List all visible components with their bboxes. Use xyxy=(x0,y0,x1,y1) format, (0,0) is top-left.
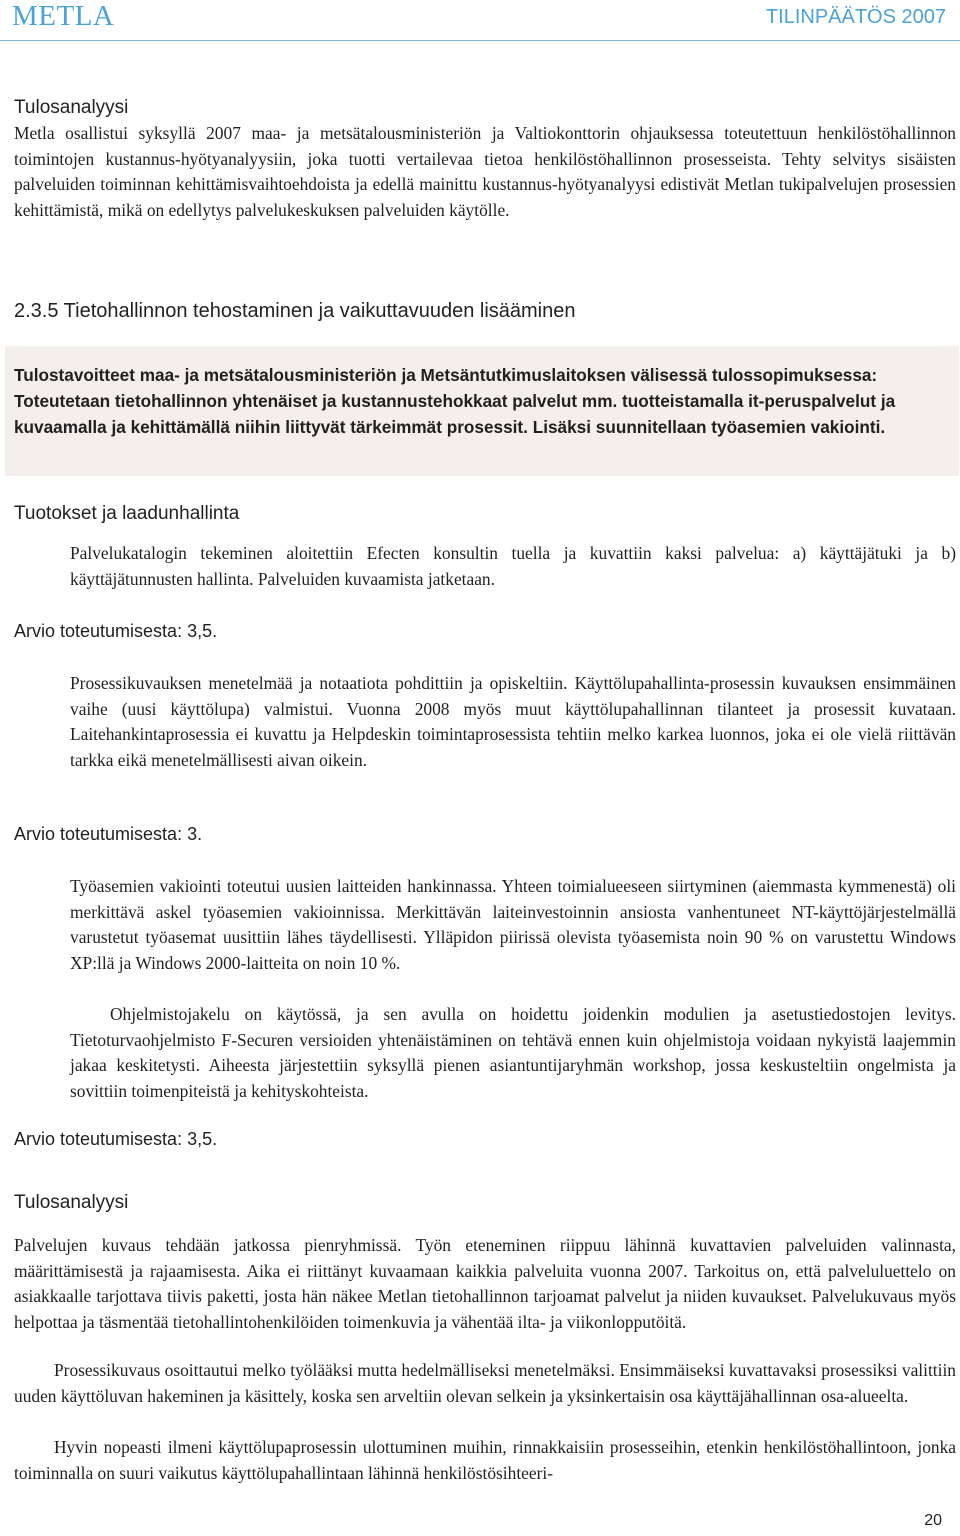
report-title: TILINPÄÄTÖS 2007 xyxy=(765,6,946,28)
heading-tulosanalyysi-1: Tulosanalyysi xyxy=(14,97,129,118)
paragraph-prosessikuvaus-tyolaas: Prosessikuvaus osoittautui melko työlääksi mutta hedelmälliseksi menetelmäksi. Ensimmäiseksi kuvattavaksi prosessiksi valittiin uuden käyttöluvan hakeminen ja käsittely, koska sen arveltiin olevan selkein ja yksinkertaisin osa käyttäjähallinnan osa-alueelta. xyxy=(14,1360,956,1406)
section-heading-2-3-5: 2.3.5 Tietohallinnon tehostaminen ja vaikuttavuuden lisääminen xyxy=(14,300,576,322)
paragraph-palvelukatalogi: Palvelukatalogin tekeminen aloitettiin Efecten konsultin tuella ja kuvattiin kaksi palvelua: a) käyttäjätuki ja b) käyttäjätunnusten hallinta. Palveluiden kuvaamista jatketaan. xyxy=(70,543,956,589)
objectives-text: Tulostavoitteet maa- ja metsätalousministeriön ja Metsäntutkimuslaitoksen välisessä tulossopimuksessa: Toteutetaan tietohallinnon yhtenäiset ja kustannustehokkaat palvelut mm. tuotteistamalla it-peruspalvelut ja kuvaamalla ja kehittämällä niihin liittyvät tärkeimmät prosessit. Lisäksi suunnitellaan työasemien vakiointi. xyxy=(14,365,896,437)
paragraph-prosessikuvaus: Prosessikuvauksen menetelmää ja notaatiota pohdittiin ja opiskeltiin. Käyttölupahallinta-prosessin kuvauksen ensimmäinen vaihe (uusi käyttölupa) valmistui. Vuonna 2008 myös muut käyttölupahallinnan tilanteet ja prosessit kuvataan. Laitehankintaprosessia ei kuvattu ja Helpdeskin toimintaprosessista tehtiin melko karkea luonnos, joka ei ole vielä riittävän tarkka eikä menetelmällisesti aivan oikein. xyxy=(70,673,956,770)
heading-tuotokset: Tuotokset ja laadunhallinta xyxy=(14,503,240,524)
metla-logo: METLA xyxy=(12,0,115,32)
paragraph-palvelujen-kuvaus: Palvelujen kuvaus tehdään jatkossa pienryhmissä. Työn eteneminen riippuu lähinnä kuvattavien palveluiden valinnasta, määrittämisestä ja rajaamisesta. Aika ei riittänyt kuvaamaan kaikkia palveluita vuonna 2007. Tarkoitus on, että palveluluettelo on asiakkaalle tarjottava tiivis paketti, josta hän näkee Metlan tietohallinnon tarjoamat palvelut ja niiden kuvaukset. Palvelukuvaus myös helpottaa ja täsmentää tietohallintohenkilöiden toimenkuvia ja vähentää ilta- ja viikonlopputöitä. xyxy=(14,1235,956,1332)
rating-1: Arvio toteutumisesta: 3,5. xyxy=(14,621,218,641)
rating-3: Arvio toteutumisesta: 3,5. xyxy=(14,1129,218,1149)
paragraph-kayttolupaprosessi: Hyvin nopeasti ilmeni käyttölupaprosessin ulottuminen muihin, rinnakkaisiin prosesseihin, etenkin henkilöstöhallintoon, jonka toiminnalla on suuri vaikutus käyttölupahallintaan lähinnä henkilöstösihteeri- xyxy=(14,1437,956,1483)
paragraph-tulosanalyysi-1: Metla osallistui syksyllä 2007 maa- ja metsätalousministeriön ja Valtiokonttorin ohjauksessa toteutettuun henkilöstöhallinnon toimintojen kustannus-hyötyanalyysiin, joka tuotti vertailevaa tietoa henkilöstöhallinnon prosesseista. Tehty selvitys sisäisten palveluiden toiminnan kehittämisvaihtoehdoista ja edellä mainittu kustannus-hyötyanalyysi edistivät Metlan tukipalvelujen prosessien kehittämistä, mikä on edellytys palvelukeskuksen palveluiden käytölle. xyxy=(14,123,956,220)
heading-tulosanalyysi-2: Tulosanalyysi xyxy=(14,1192,129,1213)
paragraph-ohjelmistojakelu: Ohjelmistojakelu on käytössä, ja sen avulla on hoidettu joidenkin modulien ja asetustiedostojen levitys. Tietoturvaohjelmisto F-Securen versioiden yhtenäistäminen on tehtävä ennen kuin ohjelmistoja voidaan nykyistä laajemmin jakaa keskitetysti. Aiheesta järjestettiin syksyllä pienen asiantuntijaryhmän workshop, jossa keskusteltiin ongelmista ja sovittiin toimenpiteistä ja kehityskohteista. xyxy=(70,1004,956,1101)
page-number: 20 xyxy=(924,1512,942,1529)
page-header xyxy=(0,0,960,40)
rating-2: Arvio toteutumisesta: 3. xyxy=(14,824,203,844)
paragraph-tyoasemat: Työasemien vakiointi toteutui uusien laitteiden hankinnassa. Yhteen toimialueeseen siirtyminen (aiemmasta kymmenestä) oli merkittävä askel työasemien vakioinnissa. Merkittävän laiteinvestoinnin ansiosta vanhentuneet NT-käyttöjärjestelmällä varustetut työasemat uusittiin lähes täydellisesti. Ylläpidon piirissä olevista työasemista noin 90 % on varustettu Windows XP:llä ja Windows 2000-laitteita on noin 10 %. xyxy=(70,876,956,973)
objectives-callout xyxy=(5,346,959,476)
header-rule xyxy=(0,40,960,41)
